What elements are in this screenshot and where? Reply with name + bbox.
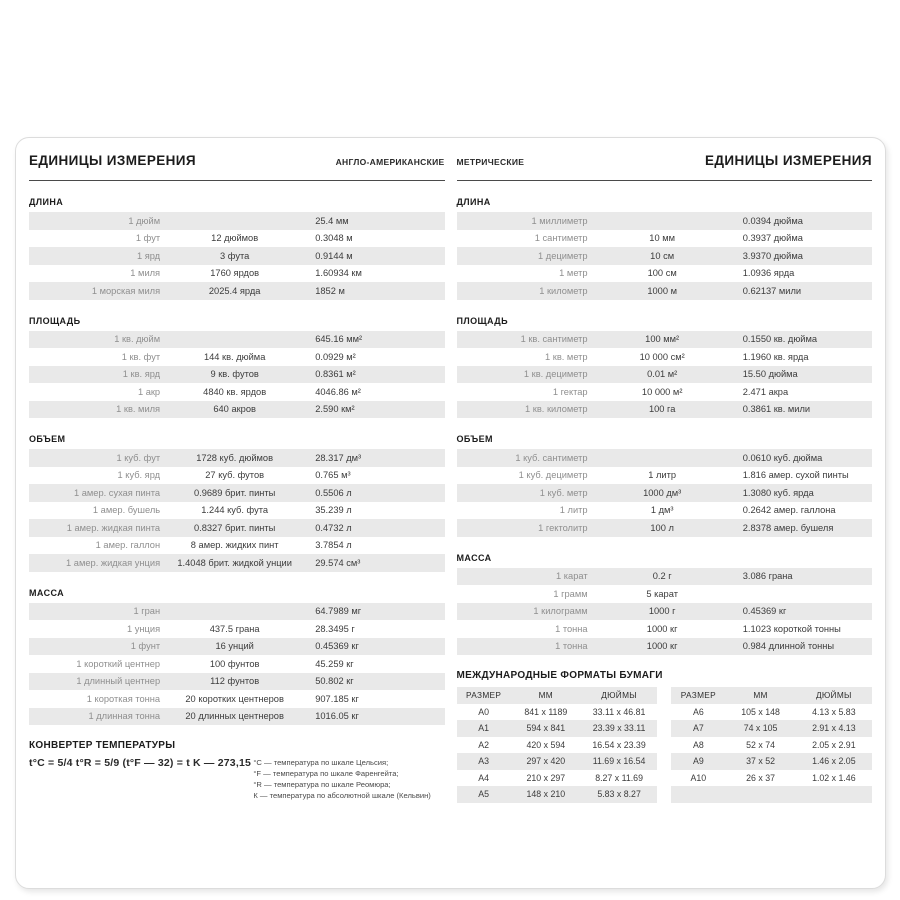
unit-value-cell: 0.45369 кг [742,606,787,617]
table-row [29,690,445,708]
unit-name-cell: 1 миллиметр [531,215,588,226]
table-row [29,537,445,555]
table-row [29,554,445,572]
unit-name-cell: 1 амер. бушель [92,505,161,516]
corner-label-anglo-american: АНГЛО-АМЕРИКАНСКИЕ [335,157,445,167]
unit-equivalent-cell: 1728 куб. дюймов [196,452,274,463]
note-line: °C — температура по шкале Цельсия; [253,758,389,767]
unit-equivalent-cell: 10 мм [649,233,676,244]
unit-equivalent-cell: 10 000 м² [641,386,683,397]
unit-value-cell: 2.590 км² [315,404,355,415]
paper-cell: 2.91 x 4.13 [812,723,856,734]
unit-value-cell: 0.8361 м² [315,369,356,380]
unit-value-cell: 0.0929 м² [315,351,356,362]
table-row [29,401,445,419]
units-section [457,434,873,537]
unit-name-cell: 1 кв. миля [116,404,161,415]
unit-name-cell: 1 тонна [555,623,588,634]
table-row [29,708,445,726]
unit-value-cell: 3.9370 дюйма [742,250,803,261]
unit-name-cell: 1 куб. ярд [117,470,161,481]
units-table [29,449,445,572]
unit-name-cell: 1 карат [556,571,588,582]
paper-cell: 26 x 37 [746,772,775,783]
table-row [29,484,445,502]
right-sections [457,197,873,655]
paper-header-cell: РАЗМЕР [465,690,502,701]
left-page [29,151,445,803]
table-row [29,383,445,401]
temperature-notes [253,757,444,801]
paper-cell: 2.05 x 2.91 [812,739,856,750]
table-row [457,282,873,300]
unit-equivalent-cell: 16 унций [215,641,254,652]
unit-name-cell: 1 фут [135,233,161,244]
paper-row [457,753,658,770]
unit-name-cell: 1 гектолитр [538,522,588,533]
paper-cell: A3 [478,756,489,767]
right-page [457,151,873,803]
unit-equivalent-cell: 1000 кг [646,641,678,652]
paper-cell: 420 x 594 [526,739,566,750]
table-row [457,484,873,502]
unit-value-cell: 0.0610 куб. дюйма [742,452,823,463]
unit-equivalent-cell: 9 кв. футов [210,369,259,380]
left-page-header [29,153,445,175]
paper-cell: A5 [478,789,489,800]
paper-formats-heading: МЕЖДУНАРОДНЫЕ ФОРМАТЫ БУМАГИ [456,670,663,681]
temperature-body [29,757,445,801]
unit-value-cell: 0.3861 кв. мили [742,404,811,415]
paper-table [671,687,872,803]
section-heading: ДЛИНА [456,197,491,207]
unit-name-cell: 1 длинный центнер [76,676,161,687]
unit-name-cell: 1 куб. фут [116,452,161,463]
unit-name-cell: 1 куб. сантиметр [515,452,588,463]
unit-equivalent-cell: 1000 кг [646,623,678,634]
table-row [29,449,445,467]
unit-value-cell: 907.185 кг [315,693,359,704]
table-row [457,467,873,485]
units-table [29,603,445,726]
unit-name-cell: 1 куб. дециметр [518,470,588,481]
unit-value-cell: 1.816 амер. сухой пинты [742,470,849,481]
paper-cell: 594 x 841 [526,723,566,734]
paper-cell: A10 [690,772,707,783]
unit-value-cell: 4046.86 м² [315,386,361,397]
paper-row [457,720,658,737]
paper-header-cell: ДЮЙМЫ [815,690,852,701]
note-line: °R — температура по шкале Реомюра; [253,780,391,789]
units-section [457,316,873,419]
unit-value-cell: 1.1023 короткой тонны [742,623,841,634]
paper-cell: 37 x 52 [746,756,775,767]
table-row [457,212,873,230]
paper-header-row [457,687,658,704]
unit-equivalent-cell: 1000 дм³ [643,487,682,498]
table-row [457,502,873,520]
paper-row [671,770,872,787]
unit-equivalent-cell: 27 куб. футов [205,470,265,481]
table-row [457,247,873,265]
paper-cell: 297 x 420 [526,756,566,767]
table-row [457,568,873,586]
units-table [29,212,445,300]
unit-name-cell: 1 кв. ярд [122,369,161,380]
unit-name-cell: 1 килограмм [533,606,588,617]
unit-equivalent-cell: 0.2 г [652,571,672,582]
paper-cell: 74 x 105 [743,723,778,734]
note-line: °F — температура по шкале Фаренгейта; [253,769,399,778]
unit-equivalent-cell: 20 длинных центнеров [185,711,284,722]
corner-label-metric: МЕТРИЧЕСКИЕ [456,157,525,167]
unit-equivalent-cell: 100 см [647,268,677,279]
paper-cell: A1 [478,723,489,734]
paper-table [457,687,658,803]
table-row [29,502,445,520]
table-row [29,638,445,656]
paper-cell: A0 [478,706,489,717]
paper-cell: 4.13 x 5.83 [812,706,856,717]
unit-name-cell: 1 грамм [553,588,588,599]
unit-name-cell: 1 кв. дюйм [114,334,161,345]
unit-equivalent-cell: 10 000 см² [639,351,685,362]
paper-cell: 11.69 x 16.54 [592,756,646,767]
unit-value-cell: 0.0394 дюйма [742,215,803,226]
units-section [457,553,873,656]
unit-value-cell: 2.471 акра [742,386,789,397]
unit-name-cell: 1 амер. галлон [95,540,161,551]
unit-value-cell: 0.3048 м [315,233,353,244]
unit-value-cell: 15.50 дюйма [742,369,798,380]
unit-value-cell: 2.8378 амер. бушеля [742,522,834,533]
paper-cell: 8.27 x 11.69 [595,772,643,783]
unit-name-cell: 1 дециметр [538,250,588,261]
paper-cell: A2 [478,739,489,750]
units-table [457,212,873,300]
paper-cell: 1.46 x 2.05 [812,756,856,767]
unit-value-cell: 0.1550 кв. дюйма [742,334,818,345]
paper-header-cell: ММ [538,690,554,701]
table-row [29,230,445,248]
table-row [457,638,873,656]
unit-value-cell: 0.45369 кг [315,641,359,652]
unit-equivalent-cell: 12 дюймов [211,233,259,244]
unit-equivalent-cell: 8 амер. жидких пинт [190,540,279,551]
paper-formats [457,670,873,803]
table-row [29,212,445,230]
unit-name-cell: 1 амер. сухая пинта [73,487,161,498]
section-heading: ОБЪЕМ [29,434,66,444]
page-title: ЕДИНИЦЫ ИЗМЕРЕНИЯ [29,153,196,168]
paper-row [671,737,872,754]
unit-equivalent-cell: 100 мм² [645,334,680,345]
unit-name-cell: 1 километр [539,285,588,296]
section-heading: МАССА [456,552,492,563]
unit-value-cell: 0.765 м³ [315,470,351,481]
unit-name-cell: 1 кв. сантиметр [520,334,588,345]
unit-value-cell: 1.1960 кв. ярда [742,351,809,362]
table-row [457,265,873,283]
section-heading: ПЛОЩАДЬ [29,315,81,326]
paper-formats-tables [457,687,873,803]
paper-row [671,786,872,803]
table-row [457,620,873,638]
unit-equivalent-cell: 2025.4 ярда [208,285,261,296]
paper-header-cell: ДЮЙМЫ [601,690,637,701]
unit-value-cell: 0.984 длинной тонны [742,641,835,652]
unit-value-cell: 0.5506 л [315,487,352,498]
table-row [457,603,873,621]
paper-cell: A9 [692,756,704,767]
paper-cell: 1.02 x 1.46 [812,772,856,783]
unit-value-cell: 0.2642 амер. галлона [742,505,836,516]
unit-name-cell: 1 литр [559,505,588,516]
units-section [29,197,445,300]
paper-header-row [671,687,872,704]
unit-equivalent-cell: 1 дм³ [650,505,674,516]
unit-value-cell: 64.7989 мг [315,606,362,617]
table-row [457,585,873,603]
units-table [457,449,873,537]
page-title: ЕДИНИЦЫ ИЗМЕРЕНИЯ [705,153,872,168]
unit-equivalent-cell: 1 литр [648,470,677,481]
table-row [29,603,445,621]
unit-name-cell: 1 метр [559,268,588,279]
table-row [29,331,445,349]
paper-cell: 148 x 210 [526,789,566,800]
unit-equivalent-cell: 1.4048 брит. жидкой унции [177,557,292,568]
unit-name-cell: 1 миля [130,268,161,279]
unit-value-cell: 1.60934 км [315,268,362,279]
unit-equivalent-cell: 640 акров [213,404,256,415]
unit-name-cell: 1 кв. дециметр [523,369,588,380]
unit-name-cell: 1 куб. метр [539,487,588,498]
unit-value-cell: 0.3937 дюйма [742,233,803,244]
units-table [457,331,873,419]
unit-name-cell: 1 морская миля [91,285,161,296]
paper-row [457,704,658,721]
unit-value-cell: 0.4732 л [315,522,352,533]
units-section [457,197,873,300]
table-row [29,265,445,283]
unit-equivalent-cell: 10 см [650,250,675,261]
left-sections [29,197,445,725]
paper-row [457,737,658,754]
paper-cell: 210 x 297 [526,772,566,783]
unit-equivalent-cell: 144 кв. дюйма [203,351,266,362]
unit-equivalent-cell: 4840 кв. ярдов [203,386,267,397]
unit-name-cell: 1 гран [133,606,161,617]
unit-name-cell: 1 кв. фут [121,351,161,362]
unit-equivalent-cell: 0.01 м² [647,369,678,380]
table-row [457,401,873,419]
paper-cell: A6 [692,706,704,717]
table-row [29,366,445,384]
unit-name-cell: 1 гектар [552,386,588,397]
pages-container [29,151,872,803]
unit-name-cell: 1 амер. жидкая пинта [66,522,161,533]
section-heading: ОБЪЕМ [456,434,493,444]
unit-name-cell: 1 ярд [136,250,161,261]
paper-cell: 105 x 148 [741,706,780,717]
unit-name-cell: 1 короткий центнер [76,658,161,669]
table-row [457,449,873,467]
unit-value-cell: 45.259 кг [315,658,354,669]
unit-name-cell: 1 фунт [130,641,161,652]
unit-name-cell: 1 кв. километр [525,404,588,415]
unit-equivalent-cell: 0.9689 брит. пинты [193,487,276,498]
unit-value-cell: 3.086 грана [742,571,793,582]
table-row [29,519,445,537]
units-section [29,434,445,572]
unit-equivalent-cell: 20 коротких центнеров [185,693,284,704]
unit-value-cell: 1.0936 ярда [742,268,795,279]
paper-cell: 841 x 1189 [524,706,568,717]
unit-equivalent-cell: 5 карат [646,588,678,599]
unit-value-cell: 25.4 мм [315,215,349,226]
paper-row [671,704,872,721]
units-table [457,568,873,656]
unit-name-cell: 1 длинная тонна [88,711,161,722]
unit-equivalent-cell: 0.8327 брит. пинты [193,522,276,533]
unit-name-cell: 1 кв. метр [545,351,588,362]
table-row [457,348,873,366]
section-heading: МАССА [29,587,65,598]
units-table [29,331,445,419]
unit-equivalent-cell: 3 фута [220,250,250,261]
paper-cell: 5.83 x 8.27 [597,789,641,800]
unit-name-cell: 1 акр [137,386,161,397]
paper-cell: A8 [692,739,704,750]
paper-cell: 52 x 74 [746,739,775,750]
paper-header-cell: ММ [753,690,768,701]
temperature-converter [29,740,445,801]
table-row [29,620,445,638]
unit-value-cell: 1.3080 куб. ярда [742,487,814,498]
table-row [29,348,445,366]
paper-cell: A4 [478,772,489,783]
table-row [457,383,873,401]
unit-value-cell: 29.574 см³ [315,557,361,568]
note-line: К — температура по абсолютной шкале (Кельвин) [253,791,431,800]
unit-value-cell: 3.7854 л [315,540,352,551]
unit-value-cell: 50.802 кг [315,676,354,687]
unit-equivalent-cell: 100 га [648,404,676,415]
unit-value-cell: 1852 м [315,285,345,296]
table-row [29,282,445,300]
unit-name-cell: 1 амер. жидкая унция [66,557,161,568]
unit-equivalent-cell: 1760 ярдов [210,268,260,279]
paper-row [457,770,658,787]
unit-name-cell: 1 унция [127,623,161,634]
table-row [29,673,445,691]
paper-header-cell: РАЗМЕР [680,690,716,701]
unit-equivalent-cell: 1.244 куб. фута [201,505,269,516]
section-heading: ПЛОЩАДЬ [456,315,508,326]
header-rule [457,180,873,181]
unit-equivalent-cell: 437.5 грана [209,623,260,634]
paper-row [671,753,872,770]
unit-name-cell: 1 сантиметр [534,233,588,244]
temperature-heading: КОНВЕРТЕР ТЕМПЕРАТУРЫ [29,740,176,751]
unit-value-cell: 28.3495 г [315,623,355,634]
unit-name-cell: 1 тонна [555,641,588,652]
right-page-header [457,153,873,175]
unit-value-cell: 0.9144 м [315,250,353,261]
header-rule [29,180,445,181]
units-section [29,588,445,726]
unit-equivalent-cell: 1000 м [647,285,677,296]
table-row [457,331,873,349]
unit-equivalent-cell: 100 фунтов [209,658,260,669]
unit-value-cell: 0.62137 мили [742,285,802,296]
unit-name-cell: 1 дюйм [128,215,161,226]
table-row [457,519,873,537]
unit-equivalent-cell: 100 л [650,522,674,533]
unit-name-cell: 1 короткая тонна [86,693,161,704]
table-row [457,366,873,384]
unit-value-cell: 28.317 дм³ [315,452,362,463]
unit-value-cell: 35.239 л [315,505,352,516]
units-section [29,316,445,419]
reference-page-card [15,137,886,889]
temperature-formula: t°C = 5/4 t°R = 5/9 (t°F — 32) = t K — 273,15 [29,757,252,769]
table-row [457,230,873,248]
table-row [29,655,445,673]
unit-equivalent-cell: 112 фунтов [210,676,260,687]
paper-row [671,720,872,737]
paper-cell: A7 [692,723,704,734]
unit-equivalent-cell: 1000 г [648,606,676,617]
table-row [29,467,445,485]
paper-cell: 33.11 x 46.81 [592,706,646,717]
paper-cell: 16.54 x 23.39 [592,739,646,750]
table-row [29,247,445,265]
unit-value-cell: 1016.05 кг [315,711,359,722]
paper-row [457,786,658,803]
unit-value-cell: 645.16 мм² [315,334,363,345]
section-heading: ДЛИНА [29,197,64,207]
paper-cell: 23.39 x 33.11 [592,723,646,734]
